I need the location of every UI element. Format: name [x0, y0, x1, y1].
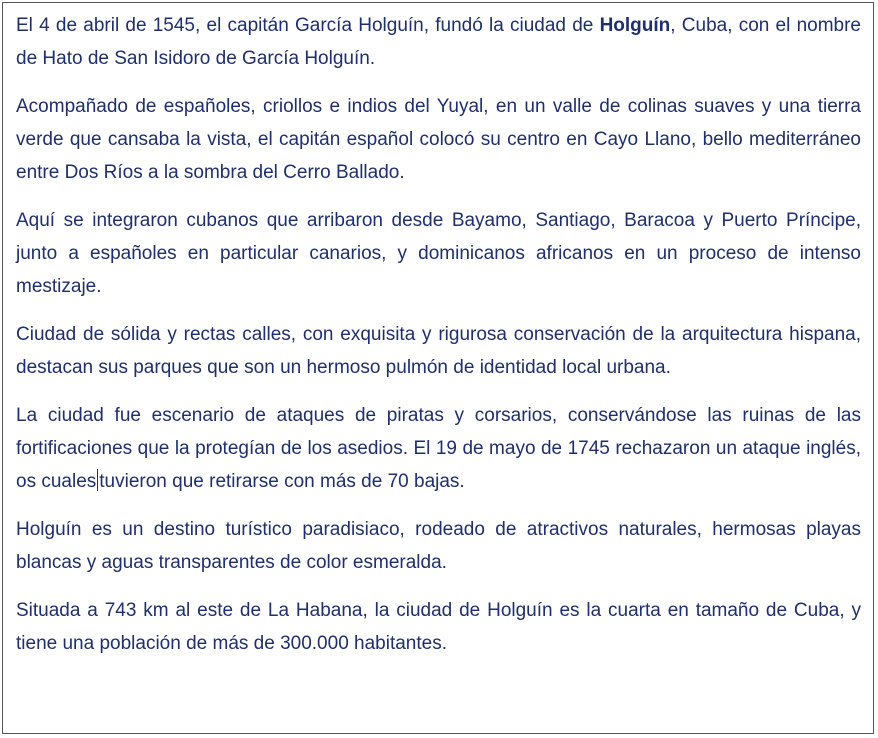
city-name-bold: Holguín — [599, 15, 671, 36]
paragraph-history — [16, 399, 861, 498]
paragraph-founding-text-end: , Cuba, con el nombre de Hato de San Isidoro de García Holguín. — [16, 15, 861, 69]
paragraph-history-text: La ciudad fue escenario de ataques de piratas y corsarios, conservándose las ruinas de las fortificaciones que la protegían de los asedios. El 19 de mayo de 1745 rechazaron un ataque inglés, os cuales — [16, 405, 861, 492]
paragraph-founding — [16, 9, 861, 75]
paragraph-founding-text: El 4 de abril de 1545, el capitán García Holguín, fundó la ciudad de — [16, 15, 600, 36]
paragraph-history-text-end: tuvieron que retirarse con más de 70 bajas. — [99, 471, 465, 492]
paragraph-settlement: Acompañado de españoles, criollos e indios del Yuyal, en un valle de colinas suaves y una tierra verde que cansaba la vista, el capitán español colocó su centro en Cayo Llano, bello mediterráneo entre Dos Ríos a la sombra del Cerro Ballado. — [16, 96, 861, 183]
paragraph-integration: Aquí se integraron cubanos que arribaron desde Bayamo, Santiago, Baracoa y Puerto Príncipe, junto a españoles en particular canarios, y dominicanos africanos en un proceso de intenso mestizaje. — [16, 210, 861, 297]
paragraph-tourism: Holguín es un destino turístico paradisiaco, rodeado de atractivos naturales, hermosas playas blancas y aguas transparentes de color esmeralda. — [16, 519, 861, 573]
document-text-area[interactable] — [2, 2, 874, 734]
paragraph-architecture: Ciudad de sólida y rectas calles, con exquisita y rigurosa conservación de la arquitectura hispana, destacan sus parques que son un hermoso pulmón de identidad local urbana. — [16, 324, 861, 378]
paragraph-location: Situada a 743 km al este de La Habana, la ciudad de Holguín es la cuarta en tamaño de Cuba, y tiene una población de más de 300.000 habitantes. — [16, 600, 861, 654]
